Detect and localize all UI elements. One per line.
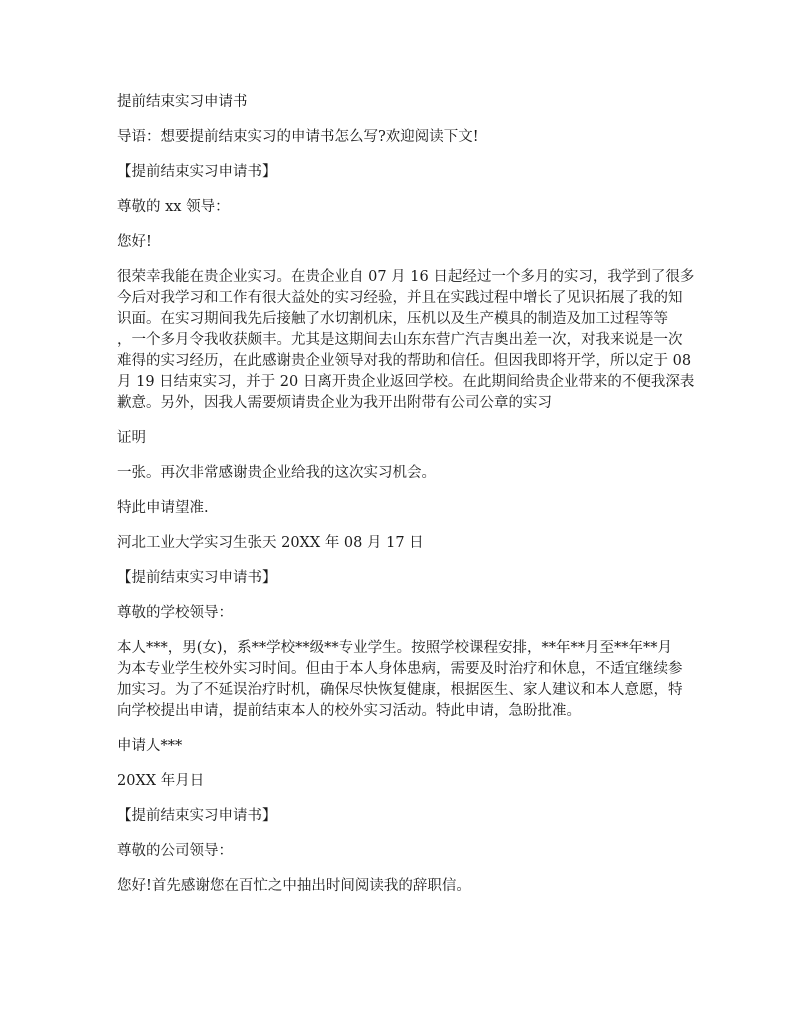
intro-text: 导语：想要提前结束实习的申请书怎么写?欢迎阅读下文! xyxy=(117,129,479,145)
document-body xyxy=(117,92,697,897)
section2-salutation: 尊敬的学校领导： xyxy=(117,605,233,621)
section1-body-line: 今后对我学习和工作有很大益处的实习经验，并且在实践过程中增长了见识拓展了我的知 xyxy=(117,290,683,306)
section1-salutation: 尊敬的 xx 领导： xyxy=(117,199,230,215)
section3-salutation: 尊敬的公司领导： xyxy=(117,843,233,859)
section1-closing: 特此申请望准. xyxy=(117,500,209,516)
section1-proof: 证明 xyxy=(117,430,146,446)
section1-body-line: 很荣幸我能在贵企业实习。在贵企业自 07 月 16 日起经过一个多月的实习，我学到了很多 xyxy=(117,269,695,285)
section2-body-line: 向学校提出申请，提前结束本人的校外实习活动。特此申请，急盼批准。 xyxy=(117,703,581,719)
section3-heading: 【提前结束实习申请书】 xyxy=(117,808,277,824)
section1-signature: 河北工业大学实习生张天 20XX 年 08 月 17 日 xyxy=(117,535,424,551)
document-title: 提前结束实习申请书 xyxy=(117,94,248,110)
section2-date: 20XX 年月日 xyxy=(117,773,205,789)
section1-thanks: 一张。再次非常感谢贵企业给我的这次实习机会。 xyxy=(117,465,436,481)
section1-body-line: 歉意。另外，因我人需要烦请贵企业为我开出附带有公司公章的实习 xyxy=(117,395,552,411)
section3-greeting: 您好!首先感谢您在百忙之中抽出时间阅读我的辞职信。 xyxy=(117,878,471,894)
section2-body xyxy=(117,638,697,722)
section1-body xyxy=(117,267,697,414)
section2-body-line: 为本专业学生校外实习时间。但由于本人身体患病，需要及时治疗和休息，不适宜继续参 xyxy=(117,661,683,677)
section2-body-line: 本人***，男(女)，系**学校**级**专业学生。按照学校课程安排，**年**月至**年**月 xyxy=(117,640,673,656)
section2-heading: 【提前结束实习申请书】 xyxy=(117,570,277,586)
section1-body-line: ，一个多月令我收获颇丰。尤其是这期间去山东东营广汽吉奥出差一次，对我来说是一次 xyxy=(117,332,683,348)
section1-body-line: 难得的实习经历，在此感谢贵企业领导对我的帮助和信任。但因我即将开学，所以定于 08 xyxy=(117,353,692,369)
section1-greeting: 您好! xyxy=(117,234,152,250)
section1-heading: 【提前结束实习申请书】 xyxy=(117,164,277,180)
section2-body-line: 加实习。为了不延误治疗时机，确保尽快恢复健康，根据医生、家人建议和本人意愿，特 xyxy=(117,682,683,698)
section1-body-line: 月 19 日结束实习，并于 20 日离开贵企业返回学校。在此期间给贵企业带来的不便我深表 xyxy=(117,374,695,390)
section1-body-line: 识面。在实习期间我先后接触了水切割机床，压机以及生产模具的制造及加工过程等等 xyxy=(117,311,668,327)
section2-applicant: 申请人*** xyxy=(117,738,183,754)
